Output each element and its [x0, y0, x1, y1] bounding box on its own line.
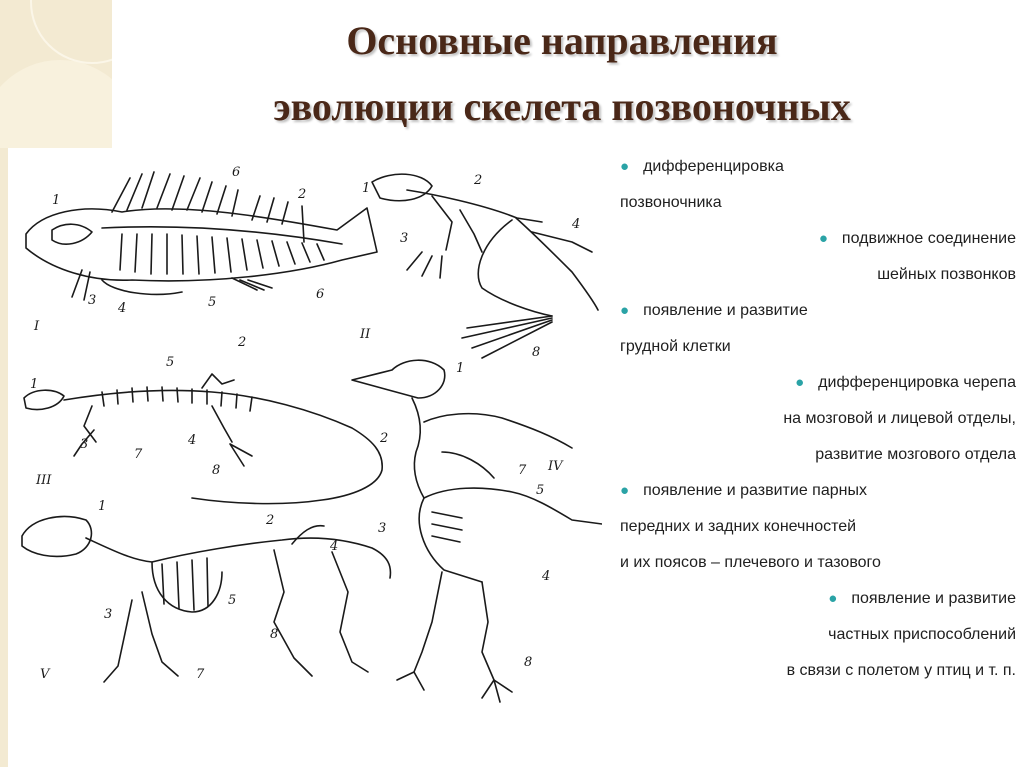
- figure-number-label: 4: [118, 301, 127, 316]
- figure-number-label: 1: [98, 499, 107, 514]
- bullet-item-line: грудной клетки: [620, 338, 731, 355]
- bullet-item: ● дифференцировка черепа: [795, 374, 1016, 391]
- figure-number-label: 8: [270, 627, 279, 642]
- figure-number-label: 4: [572, 217, 581, 232]
- teal-dot-icon: ●: [620, 482, 630, 499]
- panel-label-V: V: [40, 667, 50, 682]
- figure-number-label: 3: [80, 437, 89, 452]
- teal-dot-icon: ●: [620, 158, 630, 175]
- figure-number-label: 5: [208, 295, 217, 310]
- slide-title-line: Основные направления: [346, 18, 778, 63]
- corner-arc: [0, 60, 112, 148]
- panel-label-IV: IV: [548, 459, 563, 474]
- slide-title: [112, 4, 1012, 144]
- bullet-item: ● появление и развитие: [620, 302, 808, 319]
- teal-dot-icon: ●: [620, 302, 630, 319]
- panel-label-III: III: [36, 473, 52, 488]
- vertebrate-skeletons-figure: [12, 152, 602, 764]
- bullet-item: ● появление и развитие парных: [620, 482, 867, 499]
- bullet-item-line: позвоночника: [620, 194, 722, 211]
- panel-label-II: II: [360, 327, 371, 342]
- frog-skeleton: [372, 174, 598, 358]
- figure-number-label: 3: [88, 293, 97, 308]
- figure-number-label: 2: [238, 335, 247, 350]
- figure-number-label: 7: [196, 667, 205, 682]
- bullet-item-line: частных приспособлений: [828, 626, 1016, 643]
- figure-number-label: 3: [378, 521, 387, 536]
- figure-number-label: 8: [524, 655, 533, 670]
- bullet-item-line: передних и задних конечностей: [620, 518, 857, 535]
- figure-number-label: 5: [166, 355, 175, 370]
- figure-number-label: 7: [134, 447, 143, 462]
- bullet-item-line: в связи с полетом у птиц и т. п.: [786, 662, 1016, 679]
- bullet-item-line: шейных позвонков: [877, 266, 1016, 283]
- figure-number-label: 1: [456, 361, 465, 376]
- bullet-list: [610, 152, 1016, 692]
- figure-number-label: 1: [30, 377, 39, 392]
- decorative-corner: [0, 0, 112, 148]
- bullet-item: ● появление и развитие: [828, 590, 1016, 607]
- bullet-item-line: развитие мозгового отдела: [815, 446, 1016, 463]
- slide-title-line: эволюции скелета позвоночных: [273, 84, 851, 129]
- figure-number-label: 3: [400, 231, 409, 246]
- fish-skeleton: [26, 172, 377, 300]
- teal-dot-icon: ●: [795, 374, 805, 391]
- figure-number-label: 5: [536, 483, 545, 498]
- bullet-item: ● подвижное соединение: [818, 230, 1016, 247]
- figure-number-label: 5: [228, 593, 237, 608]
- figure-number-label: 3: [104, 607, 113, 622]
- figure-number-label: 6: [232, 165, 241, 180]
- figure-number-label: 1: [52, 193, 61, 208]
- decorative-left-strip: [0, 148, 8, 767]
- figure-number-label: 1: [362, 181, 371, 196]
- bullet-item-line: и их поясов – плечевого и тазового: [620, 554, 881, 571]
- figure-number-label: 2: [474, 173, 483, 188]
- figure-number-label: 2: [298, 187, 307, 202]
- teal-dot-icon: ●: [818, 230, 828, 247]
- figure-number-label: 2: [266, 513, 275, 528]
- lizard-skeleton: [24, 374, 382, 504]
- bird-skeleton: [352, 360, 602, 702]
- figure-number-label: 7: [518, 463, 527, 478]
- bullet-item-line: на мозговой и лицевой отделы,: [783, 410, 1016, 427]
- figure-number-label: 8: [532, 345, 541, 360]
- figure-number-label: 4: [188, 433, 197, 448]
- figure-number-label: 4: [542, 569, 551, 584]
- teal-dot-icon: ●: [828, 590, 838, 607]
- figure-number-label: 4: [330, 539, 339, 554]
- figure-number-label: 2: [380, 431, 389, 446]
- figure-number-label: 8: [212, 463, 221, 478]
- panel-label-I: I: [34, 319, 40, 334]
- bullet-item: ● дифференцировка: [620, 158, 784, 175]
- figure-number-label: 6: [316, 287, 325, 302]
